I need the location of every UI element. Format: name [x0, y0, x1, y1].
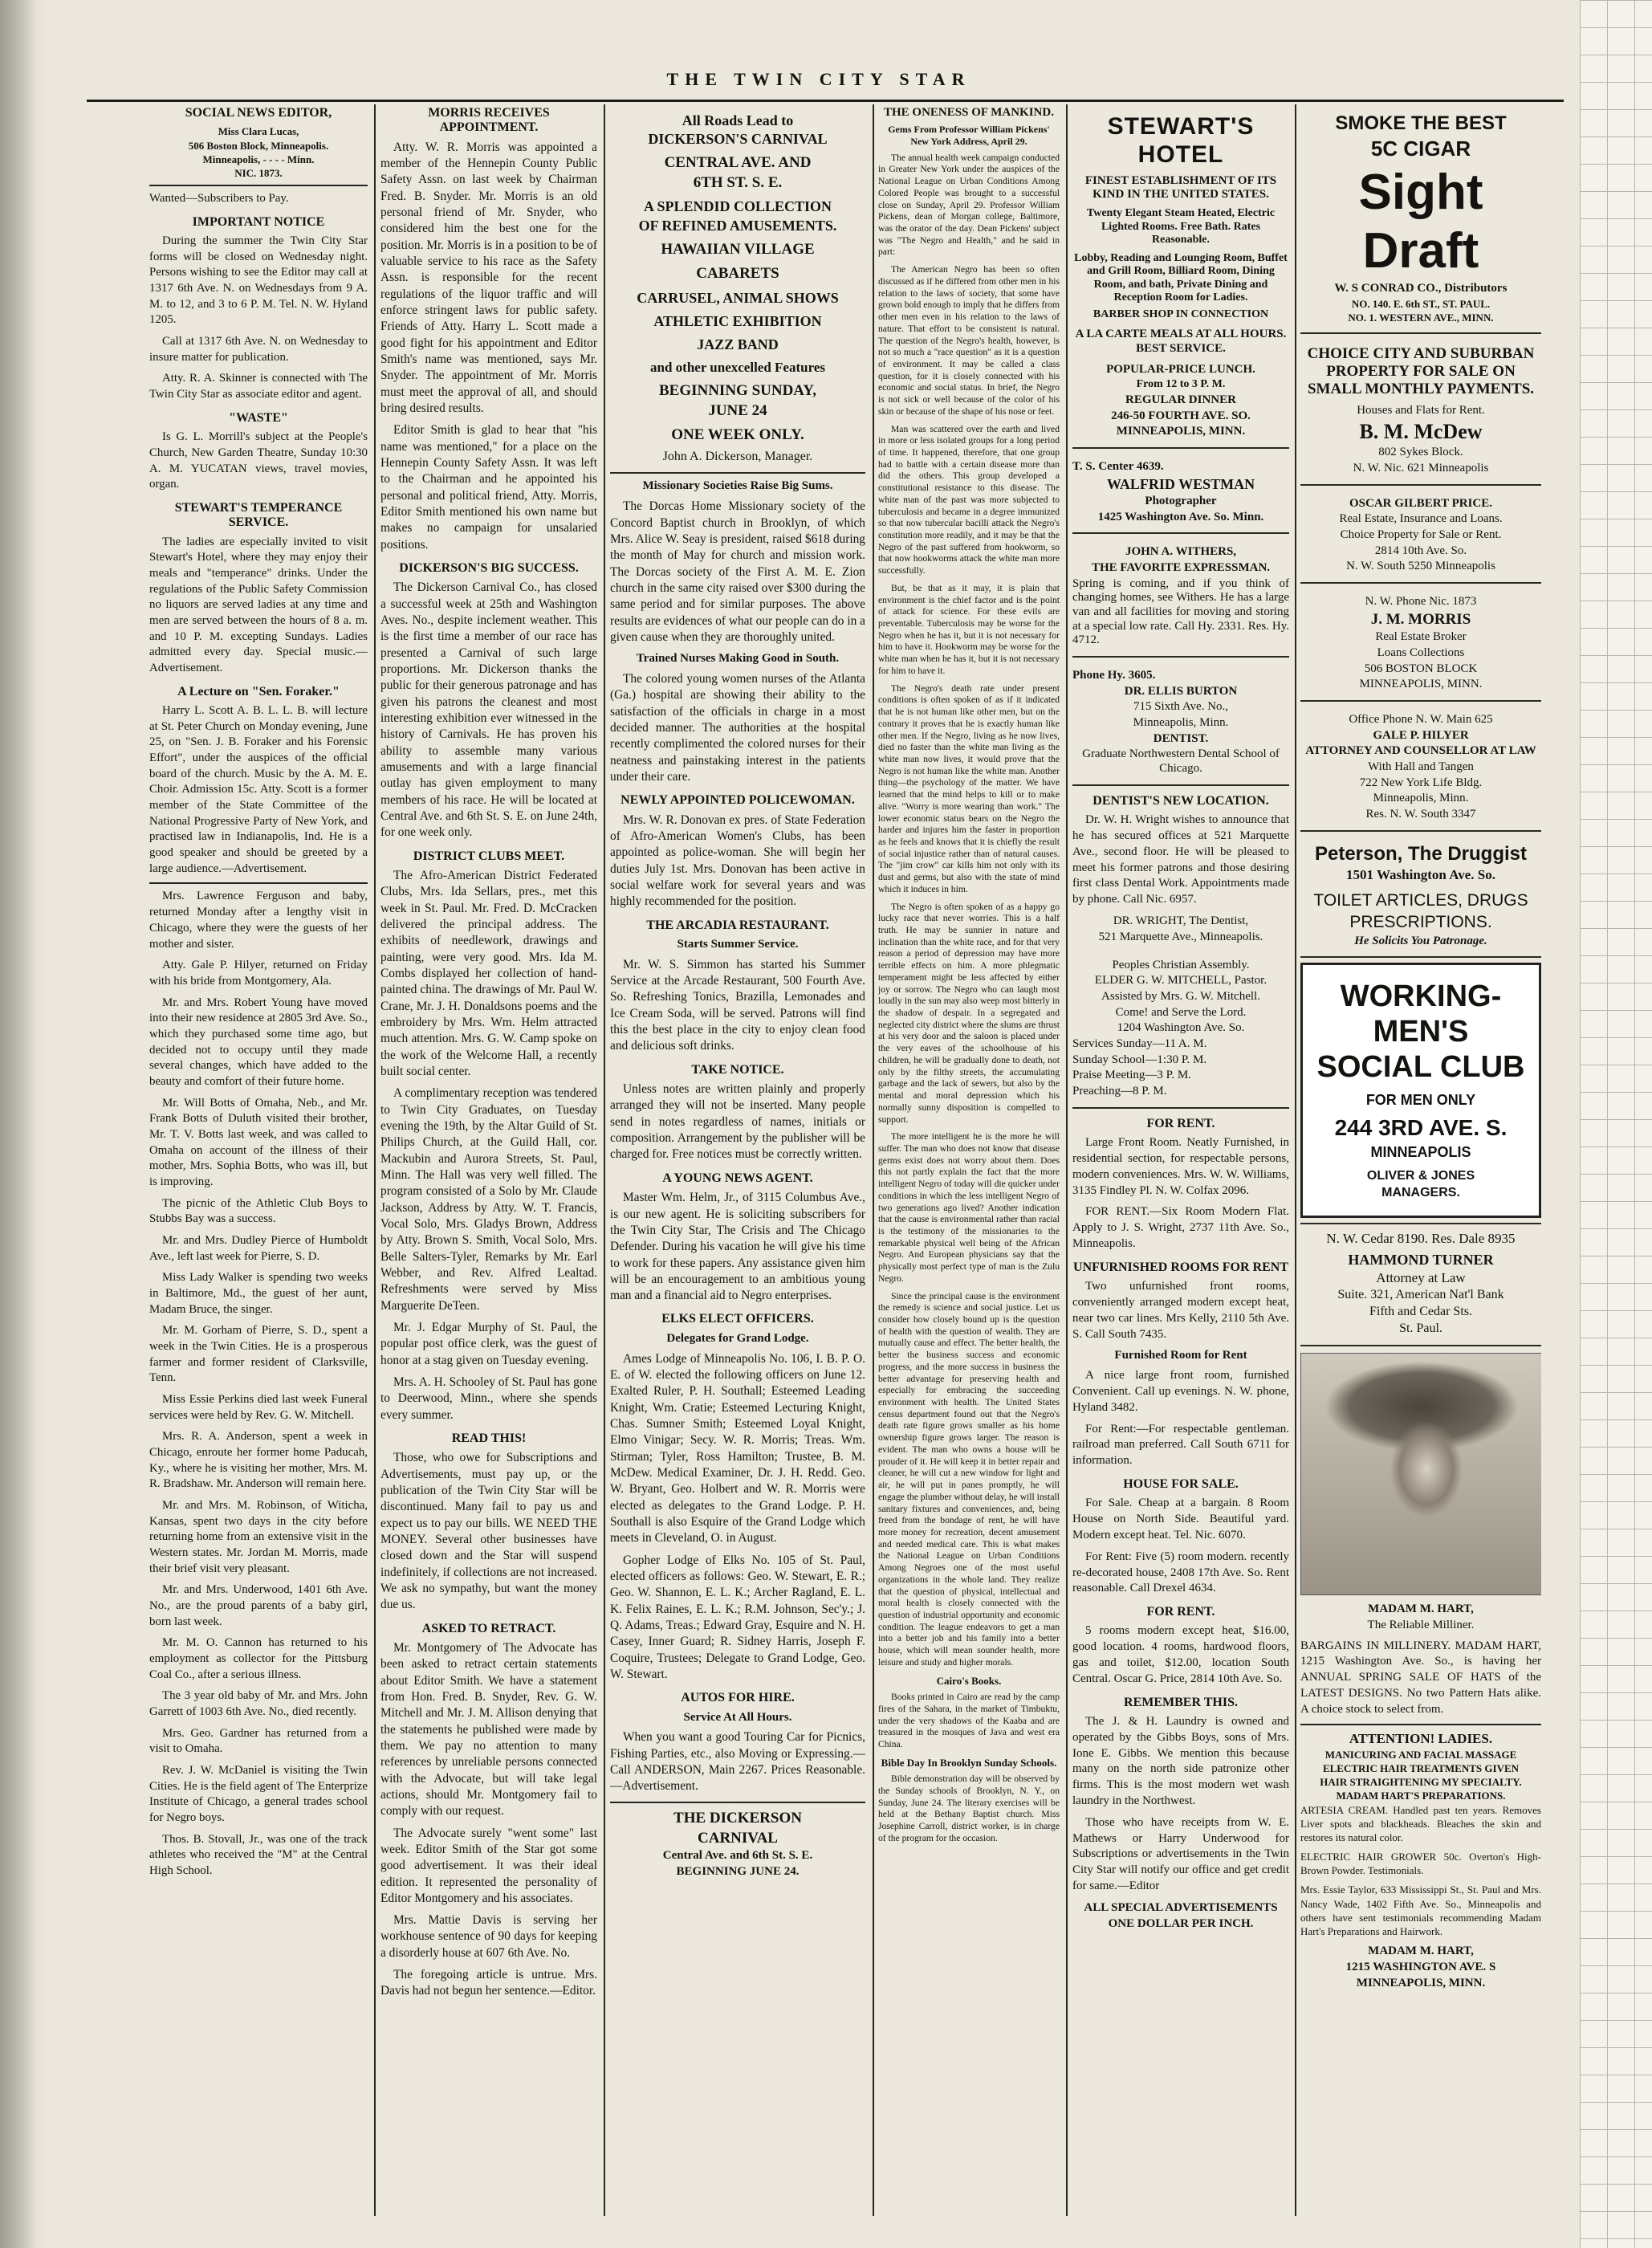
- ad-line: THE FAVORITE EXPRESSMAN.: [1091, 560, 1271, 574]
- heading-house-sale: HOUSE FOR SALE.: [1123, 1476, 1239, 1491]
- dentist-text: Dr. W. H. Wright wishes to announce that he has secured offices at 521 Marquette Ave., second floor. He will be pleased to meet his former patrons and those desiring first class Dental Work. Appointments made by phone. Call Nic. 6957.: [1072, 813, 1289, 906]
- bible-text: Bible demonstration day will be observed by the Sunday schools of Brooklyn, N. Y., on Sunday, June 24. The literary exercises will be held at the Bethany Baptist church. Miss Josephine Carroll, district worker, is in charge of the program for the occasion.: [878, 1774, 1060, 1843]
- call-text: Call at 1317 6th Ave. N. on Wednesday to insure matter for publication.: [149, 335, 368, 364]
- ad-line: BARBER SHOP IN CONNECTION: [1093, 307, 1269, 320]
- ad-title: B. M. McDew: [1359, 419, 1483, 443]
- ad-line: 5C CIGAR: [1370, 136, 1471, 161]
- personal-item: Mr. M. O. Cannon has returned to his employment as collector for the Pittsburg Coal Co., after a serious illness.: [149, 1636, 368, 1681]
- heading-oneness-sub: Gems From Professor William Pickens' New York Address, April 29.: [888, 124, 1050, 148]
- millinery-text: BARGAINS IN MILLINERY. MADAM HART, 1215 Washington Ave. So., is having her ANNUAL SPRING SALE OF HATS of the LATEST DESIGNS. No two Pattern Hats alike. A choice stock to select from.: [1300, 1639, 1541, 1716]
- read-text: Those, who owe for Subscriptions and Advertisements, must pay up, or the publication of the Twin City Star will be discontinued. Many fail to pay us and expect us to pay our bills. WE NEED THE MONEY. Several other businesses have closed down and the Star will suspend indefinitely, if collections are not increased. We ask no sympathy, but want the money due us.: [380, 1451, 597, 1612]
- ad-line: Real Estate, Insurance and Loans.: [1339, 512, 1503, 526]
- westman-ad: [1072, 454, 1289, 534]
- column-2: [380, 106, 597, 2209]
- column-4: [878, 106, 1060, 2209]
- heading-dentist: DENTIST'S NEW LOCATION.: [1093, 793, 1269, 808]
- heading-oneness: THE ONENESS OF MANKIND.: [884, 106, 1054, 119]
- ad-line: Lobby, Reading and Lounging Room, Buffet and Grill Room, Billiard Room, Dining Room, and bath, Private Dining and Reception Room for Ladies.: [1074, 251, 1288, 304]
- autos-text: When you want a good Touring Car for Picnics, Fishing Parties, etc., also Moving or Expressing.—Call ANDERSON, Main 2267. Prices Reasonable.—Advertisement.: [610, 1730, 865, 1794]
- personal-item: Mrs. R. A. Anderson, spent a week in Chicago, enroute her former home Paducah, Ky., where he is visiting her mother, Mrs. M. R. Bradshaw. Mr. Anderson will remain here.: [149, 1430, 368, 1491]
- ad-line: GALE P. HILYER: [1373, 728, 1469, 742]
- heading-unfurnished: UNFURNISHED ROOMS FOR RENT: [1072, 1260, 1288, 1274]
- carnival-footer-line: BEGINNING JUNE 24.: [676, 1864, 800, 1878]
- personal-item: Mr. and Mrs. Dudley Pierce of Humboldt Ave., left last week for Pierre, S. D.: [149, 1233, 368, 1263]
- take-text: Unless notes are written plainly and properly arranged they will not be inserted. Many people send in notes regardless of names, initials or composition. Arrangement by the publisher will be charged for. Free notices must be correctly written.: [610, 1082, 865, 1162]
- personal-item: The 3 year old baby of Mr. and Mrs. John Garrett of 1003 6th Ave. No., died recently.: [149, 1689, 368, 1719]
- column-rule: [873, 104, 874, 2216]
- murphy-text: Mr. J. Edgar Murphy of St. Paul, the popular post office clerk, was the guest of honor at a stag given on Tuesday evening.: [380, 1320, 597, 1367]
- ad-line: CENTRAL AVE. AND: [664, 154, 812, 172]
- ad-line: 246-50 FOURTH AVE. SO.: [1111, 409, 1251, 422]
- column-rule: [374, 104, 376, 2216]
- ad-line: Graduate Northwestern Dental School of Chicago.: [1082, 747, 1280, 776]
- ad-line: OF REFINED AMUSEMENTS.: [638, 217, 837, 234]
- ad-line: REGULAR DINNER: [1125, 393, 1236, 406]
- ad-line: Photographer: [1145, 494, 1217, 507]
- receipts-text: Those who have receipts from W. E. Mathews or Harry Underwood for Subscriptions or advertisements in the Twin City Star will notify our office and get credit for same.—Editor: [1072, 1815, 1289, 1893]
- ad-line: ATTORNEY AND COUNSELLOR AT LAW: [1305, 744, 1536, 758]
- ad-line: MINNEAPOLIS, MINN.: [1359, 678, 1483, 691]
- oneness-text: The annual health week campaign conducted in Greater New York under the auspices of the National League on Urban Conditions Among Colored People was brought to a successful close on Sunday, April 29. Professor William Pickens, dean of Morgan college, Baltimore, was the orator of the day. Dean Pickens' subject was "The Negro and Health," and he said in part:: [878, 152, 1060, 258]
- unfurnished-text: Two unfurnished front rooms, conveniently arranged modern except heat, near two car lines. Mrs Kelly, 2110 5th Ave. S. Call South 7435.: [1072, 1280, 1289, 1341]
- ad-line: FOR MEN ONLY: [1365, 1092, 1476, 1109]
- portrait-caption: The Reliable Milliner.: [1367, 1618, 1475, 1631]
- schooley-text: Mrs. A. H. Schooley of St. Paul has gone to Deerwood, Minn., where she spends every summer.: [380, 1374, 597, 1422]
- column-3: [610, 106, 865, 2209]
- five-room-text: For Rent: Five (5) room modern. recently re-decorated house, 2408 17th Ave. So. Rent reasonable. Call Drexel 4634.: [1072, 1550, 1289, 1595]
- elks-text: Ames Lodge of Minneapolis No. 106, I. B. P. O. E. of W. elected the following officers on June 12. Exalted Ruler, P. H. Southall; Esteemed Leading Knight, Wm. Cratie; Esteemed Lecturing Knight, Chas. Sumner Smith; Esteemed Loyal Knight, Elmo Vinigar; Secy. W. R. Morris; Treas. Wm. Stirman; Tyler, Ross Hamilton; Trustee, B. M. McDew. Medical Examiner, Dr. J. H. Redd. Geo. W. Bryant, Geo. Holbert and W. R. Morris were elected as delegates to the Grand Lodge. P. H. Southall is also Esquire of the Grand Lodge which meets in Cleveland, O. in August.: [610, 1351, 865, 1546]
- ad-line: BEGINNING SUNDAY,: [658, 382, 817, 400]
- personal-item: Atty. Gale P. Hilyer, returned on Friday with his bride from Montgomery, Ala.: [149, 959, 368, 988]
- heading-remember: REMEMBER THIS.: [1124, 1695, 1238, 1709]
- heading-for-rent-2: FOR RENT.: [1146, 1605, 1215, 1619]
- elks-text: Gopher Lodge of Elks No. 105 of St. Paul, elected officers as follows: Geo. W. Stewart, E. R.; Geo. W. Shannon, E. L. K.; Archer Ragland, E. L. K. Felix Raines, E. L. K.; R.M. Johnson, Sec'y.; J. Q. Adams, Treas.; Edward Gray, Esquire and N. H. Casey, Inner Guard; R. Sidney Harris, Joseph F. Coquire, Trustees; Delegate to Grand Lodge, Geo. W. Stewart.: [610, 1553, 865, 1681]
- ad-line: 244 3RD AVE. S.: [1334, 1115, 1508, 1141]
- retract-text: Mrs. Mattie Davis is serving her workhouse sentence of 90 days for keeping a disorderly house at 607 6th Ave. No.: [380, 1913, 597, 1960]
- heading-temperance: STEWART'S TEMPERANCE SERVICE.: [174, 500, 343, 530]
- peterson-ad: [1300, 837, 1541, 959]
- ad-line: FINEST ESTABLISHMENT OF ITS KIND IN THE UNITED STATES.: [1084, 173, 1277, 202]
- ad-line: Suite. 321, American Nat'l Bank: [1337, 1288, 1504, 1302]
- oneness-text: But, be that as it may, it is plain that environment is the chief factor and is the point of attack for science. For these evils are preventable. Tuberculosis may be worse for the Negro when he has it, but it is not necessary for him to have it. Hookworm may be worse for the white man when he has it, but it is not necessary for him to have it.: [878, 582, 1060, 676]
- heading-arcadia: THE ARCADIA RESTAURANT.: [646, 918, 829, 932]
- oneness-text: The Negro is often spoken of as a happy go lucky race that never worries. This is a half truth. He may be sunnier in nature and inclination than the white race, and for that very reason a period of depression may have more terrible effects on him. A more phlegmatic temperament might be less affected by either joy or sorrow. The Negro who can laugh most loudly in the sun may also weep most bitterly in the shadow of despair. In a segregated and neglected city district where the slums are thrust at his very door and the saloon is placed under the very eaves of the schoolhouse of his children, he will be gradually done to death, not only by the filthy streets, the accumulating garbage and the lack of sewers, but also by the mental and moral depression which his normally sunny disposition is compelled to support.: [878, 901, 1060, 1125]
- cigar-ad: [1300, 106, 1541, 334]
- heading-police: NEWLY APPOINTED POLICEWOMAN.: [621, 793, 855, 808]
- heading-missionary: Missionary Societies Raise Big Sums.: [642, 479, 833, 493]
- personal-item: Mr. Will Botts of Omaha, Neb., and Mr. Frank Botts of Duluth visited their brother, Mr. T. V. Botts last week, and was called to Omaha on account of the illness of their mother, Mrs. Sophia Botts, who was ill, but is improving.: [149, 1096, 368, 1188]
- ad-line: 1425 Washington Ave. So. Minn.: [1097, 510, 1264, 523]
- ad-line: Spring is coming, and if you think of changing homes, see Withers. He has a large van and all facilities for moving and storing at a special low rate. Call Hy. 2331. Res. Hy. 4712.: [1072, 576, 1289, 647]
- ad-line: Twenty Elegant Steam Heated, Electric Lighted Rooms. Free Bath. Rates Reasonable.: [1086, 207, 1276, 246]
- ladies-text: ARTESIA CREAM. Handled past ten years. Removes Liver spots and blackheads. Bleaches the skin and restores its natural color.: [1300, 1803, 1541, 1843]
- morris-text: Atty. W. R. Morris was appointed a member of the Hennepin County Public Safety Assn. on last week by Chairman Fred. B. Snyder. Mr. Morris is an old personal friend of Mr. Snyder, who considered him the best one for the position. Mr. Morris is in a position to be of valuable service to his race as the Safety Assn. is responsible for the recent regulations of the liquor traffic and will enforce stringent laws for public safety. Friends of Atty. Harry L. Scott made a good fight for his appointment and Editor Smith's name was mentioned, says Mr. Snyder. The appointment of Mr. Morris must meet the approval of all, and should bring desired results.: [380, 140, 597, 416]
- social-club-ad: [1300, 963, 1541, 1218]
- ad-line: NO. 140. E. 6th ST., ST. PAUL.: [1351, 297, 1491, 310]
- personal-item: The picnic of the Athletic Club Boys to Stubbs Bay was a success.: [149, 1196, 368, 1226]
- heading-take-notice: TAKE NOTICE.: [691, 1062, 784, 1077]
- ad-line: CABARETS: [696, 265, 779, 283]
- ad-line: Assisted by Mrs. G. W. Mitchell.: [1101, 989, 1260, 1003]
- carnival-footer-line: Central Ave. and 6th St. S. E.: [662, 1848, 813, 1862]
- ad-line: HAWAIIAN VILLAGE: [661, 240, 815, 258]
- column-rule: [1295, 104, 1296, 2216]
- police-text: Mrs. W. R. Donovan ex pres. of State Federation of Afro-American Women's Clubs, has been appointed as police-woman. She will begin her duties July 1st. Mrs. Donovan has been active in social welfare work for several years and was highly recommended for the position.: [610, 812, 865, 909]
- editor-line: Miss Clara Lucas,: [218, 125, 299, 138]
- ladies-line: ATTENTION! LADIES.: [1349, 1730, 1493, 1746]
- carnival-ad: [610, 106, 865, 474]
- ad-line: W. S CONRAD CO., Distributors: [1334, 282, 1508, 295]
- agent-text: Master Wm. Helm, Jr., of 3115 Columbus Ave., is our new agent. He is soliciting subscribers for the Twin City Star, The Crisis and The Chicago Defender. During his vacation he will give his time to work for these papers. Any assistance given him will be an encouragement to an ambitious young man and a financial aid to Negro enterprises.: [610, 1191, 865, 1303]
- heading-autos-sub: Service At All Hours.: [683, 1710, 792, 1724]
- missionary-text: The Dorcas Home Missionary society of the Concord Baptist church in Brooklyn, of which Mrs. Alice W. Seay is president, raised $618 during the month of May for church and mission work. The Dorcas society of the First A. M. E. Zion church in the same city raised over $300 during the same period and for similar purposes. The above results are evidences of what our people can do in a given cause when they are thoroughly united.: [610, 499, 865, 644]
- ad-line: 802 Sykes Block.: [1378, 446, 1463, 459]
- ad-line: JUNE 24: [708, 401, 767, 419]
- heading-read-this: READ THIS!: [451, 1431, 527, 1445]
- ad-line: CARRUSEL, ANIMAL SHOWS: [637, 289, 839, 306]
- ad-line: N. W. Nic. 621 Minneapolis: [1353, 461, 1489, 474]
- arcadia-text: Mr. W. S. Simmon has started his Summer Service at the Arcade Restaurant, 500 Fourth Ave. So. Refreshing Tonics, Brazilla, Lemonades and Ice Cream Soda, will be served. Patrons will find this the best place in the city to enjoy clean food and delicious soft drinks.: [610, 957, 865, 1053]
- ad-line: St. Paul.: [1399, 1322, 1442, 1336]
- ad-line: Real Estate Broker: [1375, 630, 1467, 644]
- ad-line: 2814 10th Ave. So.: [1374, 544, 1467, 557]
- ad-line: All Roads Lead to: [682, 112, 794, 128]
- ad-line: JOHN A. WITHERS,: [1125, 545, 1237, 559]
- skinner-text: Atty. R. A. Skinner is connected with The Twin City Star as associate editor and agent.: [149, 372, 368, 401]
- heading-waste: "WASTE": [229, 410, 288, 425]
- editor-line: Minneapolis, - - - - Minn.: [202, 153, 315, 165]
- heading-for-rent: FOR RENT.: [1146, 1116, 1215, 1130]
- ad-line: 715 Sixth Ave. No.,: [1133, 700, 1229, 714]
- portrait-caption: MADAM M. HART,: [1368, 1602, 1474, 1615]
- ad-line: WALFRID WESTMAN: [1106, 475, 1255, 492]
- column-1: [149, 106, 368, 2209]
- personal-item: Mr. and Mrs. Underwood, 1401 6th Ave. No., are the proud parents of a baby girl, born last week.: [149, 1583, 368, 1628]
- ad-line: NO. 1. WESTERN AVE., MINN.: [1348, 312, 1494, 324]
- column-rule: [1066, 104, 1068, 2216]
- house-text: For Sale. Cheap at a bargain. 8 Room House on North Side. Beautiful yard. Modern except heat. Tel. Nic. 6070.: [1072, 1497, 1289, 1541]
- personal-item: Mr. and Mrs. Robert Young have moved into their new residence at 2805 3rd Ave. So., which they purchased some time ago, but decided not to occupy until they made several changes, which have added to the beauty and comfort of their future home.: [149, 996, 368, 1088]
- hilyer-ad: [1300, 707, 1541, 832]
- ad-line: 722 New York Life Bldg.: [1359, 776, 1483, 789]
- column-5: [1072, 106, 1289, 2209]
- ad-line: SMOKE THE BEST: [1335, 112, 1507, 134]
- ad-title: Sight Draft: [1358, 164, 1483, 279]
- ad-line: Minneapolis, Minn.: [1373, 792, 1469, 805]
- ad-title: WORKING-MEN'S: [1340, 979, 1502, 1049]
- ad-line: He Solicits You Patronage.: [1354, 934, 1487, 947]
- heading-news-agent: A YOUNG NEWS AGENT.: [662, 1171, 813, 1185]
- retract-text: The foregoing article is untrue. Mrs. Davis had not begun her sentence.—Editor.: [380, 1968, 597, 1998]
- lecture-text: Harry L. Scott A. B. L. L. B. will lecture at St. Peter Church on Monday evening, June 25, on "Sen. J. B. Foraker and his Forensic Effort", under the auspices of the official board of the church. Music by the A. M. E. Choir. Admission 15c. Atty. Scott is a former member of the State Committee of the National Progressive Party of New York, and practised law in Indianapolis, Ind. He is a good speaker and should be greeted by a large audience.—Advertisement.: [149, 704, 368, 875]
- for-rent-text: Large Front Room. Neatly Furnished, in residential section, for respectable persons, modern conveniences. Mrs. W. W. Williams, 3135 Findley Pl. N. W. Colfax 2096.: [1072, 1136, 1289, 1197]
- ad-line: CHOICE CITY AND SUBURBAN PROPERTY FOR SALE ON SMALL MONTHLY PAYMENTS.: [1307, 344, 1535, 398]
- ad-line: POPULAR-PRICE LUNCH.: [1106, 362, 1255, 376]
- burton-ad: [1072, 662, 1289, 786]
- ladies-line: MADAM M. HART,: [1368, 1945, 1474, 1957]
- ad-line: OSCAR GILBERT PRICE.: [1349, 496, 1492, 510]
- ad-title: SOCIAL CLUB: [1316, 1049, 1525, 1084]
- rent-text: For Rent:—For respectable gentleman. railroad man preferred. Call South 6711 for information.: [1072, 1422, 1289, 1468]
- temperance-text: The ladies are especially invited to visit Stewart's Hotel, where they may enjoy their meals and "temperance" drinks. Under the regulations of the Public Safety Commission no liquors are served ladies at any time and men are served between the hours of 8 a. m. and 10 P. M. excepting Sundays. Ladies admitted every day. Special music.—Advertisement.: [149, 535, 368, 675]
- masthead: THE TWIN CITY STAR: [666, 69, 971, 89]
- ad-line: Services Sunday—11 A. M.: [1072, 1037, 1207, 1051]
- dentist-line: 521 Marquette Ave., Minneapolis.: [1098, 930, 1263, 943]
- for-rent-2-text: 5 rooms modern except heat, $16.00, good location. 4 rooms, hardwood floors, gas and toilet, $12.00, location South Central. Oscar G. Price, 2814 10th Ave. So.: [1072, 1624, 1289, 1685]
- ad-line: DENTIST.: [1153, 731, 1209, 745]
- ladies-line: 1215 WASHINGTON AVE. S: [1345, 1960, 1496, 1973]
- ladies-line: MANICURING AND FACIAL MASSAGE: [1324, 1748, 1517, 1761]
- personal-item: Mrs. Lawrence Ferguson and baby, returned Monday after a lengthy visit in Chicago, where they were the guests of her mother and sister.: [149, 890, 368, 951]
- ladies-line: MINNEAPOLIS, MINN.: [1356, 1976, 1486, 1989]
- ad-line: 1204 Washington Ave. So.: [1117, 1021, 1245, 1035]
- heading-retract: ASKED TO RETRACT.: [421, 1621, 556, 1635]
- heading-dickerson: DICKERSON'S BIG SUCCESS.: [399, 560, 579, 575]
- special-ad-line: ONE DOLLAR PER INCH.: [1108, 1916, 1254, 1930]
- milliner-portrait: [1300, 1353, 1541, 1595]
- heading-elks: ELKS ELECT OFFICERS.: [661, 1312, 814, 1326]
- ad-line: TOILET ARTICLES, DRUGS: [1313, 891, 1528, 910]
- ad-line: Minneapolis, Minn.: [1133, 716, 1229, 730]
- ad-line: MANAGERS.: [1381, 1185, 1460, 1199]
- ad-line: Res. N. W. South 3347: [1365, 808, 1476, 821]
- ad-line: Loans Collections: [1377, 645, 1465, 659]
- ad-line: Attorney at Law: [1376, 1270, 1466, 1286]
- ad-line: Office Phone N. W. Main 625: [1349, 712, 1493, 726]
- furnished-text: A nice large front room, furnished Convenient. Call up evenings. N. W. phone, Hyland 3482.: [1072, 1369, 1289, 1414]
- oneness-text: The Negro's death rate under present conditions is often spoken of as if it indicated that he is not human like other men, but on the contrary it proves that he is exactly human like other men. If the Negro, living as he now lives, died no faster than the white man living as the white man now lives, it would prove that the Negro is not human like the white man. Another thing—the psychology of the matter. We have learned that the mind helps to kill or to make alive. "Worry is more wearing than work." The lower economic status bears on the Negro the harder and injures him the faster in proportion as he feels and knows that it is chiefly the result of social injustice rather than of natural causes. The "jim crow" car kills him not only with its dust and germs, but also with the state of mind which it induces in him.: [878, 682, 1060, 894]
- ad-line: Houses and Flats for Rent.: [1357, 403, 1485, 417]
- ad-line: MINNEAPOLIS, MINN.: [1116, 425, 1246, 438]
- turner-ad: [1300, 1223, 1541, 1346]
- column-rule: [604, 104, 605, 2216]
- ad-line: ATHLETIC EXHIBITION: [653, 312, 822, 329]
- ad-line: MINNEAPOLIS: [1370, 1144, 1471, 1161]
- ad-line: JAZZ BAND: [697, 336, 779, 353]
- heading-autos: AUTOS FOR HIRE.: [681, 1691, 795, 1705]
- ladies-line: MADAM HART'S PREPARATIONS.: [1336, 1790, 1506, 1802]
- ladies-text: Mrs. Essie Taylor, 633 Mississippi St., St. Paul and Mrs. Nancy Wade, 1402 Fifth Ave. So., Minneapolis and others have sent testimonials recommending Madam Hart's Preparations and Hairwork.: [1300, 1884, 1541, 1937]
- heading-nurses: Trained Nurses Making Good in South.: [636, 652, 840, 666]
- ad-line: DICKERSON'S CARNIVAL: [648, 131, 828, 148]
- heading-cairo: Cairo's Books.: [936, 1674, 1002, 1687]
- personal-item: Rev. J. W. McDaniel is visiting the Twin Cities. He is the field agent of The Enterprize Institute of Chicago, a general trades school for Negro boys.: [149, 1764, 368, 1825]
- morris-text: Editor Smith is glad to hear that "his name was mentioned," for a place on the Hennepin County Safety Assn. It was left to the Chairman and he appointed his personal and political friend, Atty. Morris, Editor Smith mentioned his own name but makes no campaign for unsalaried positions.: [380, 423, 597, 552]
- heading-elks-sub: Delegates for Grand Lodge.: [666, 1331, 809, 1345]
- assembly-ad: [1072, 952, 1289, 1109]
- cairo-text: Books printed in Cairo are read by the camp fires of the Sahara, in the market of Timbuktu, under the very shadows of the Kaaba and are treasured in the mosques of Java and west era China.: [878, 1692, 1060, 1749]
- dickerson-text: The Dickerson Carnival Co., has closed a successful week at 25th and Washington Aves. No., despite inclement weather. This is the first time a member of our race has presented a Carnival of such large proportions. Mr. Dickerson thanks the public for their generous patronage and has given his patrons the cleanest and most interesting exhibition ever witnessed in the history of Carnivals. He has proven his ability to assemble many various amusements and with a large financial outlay has given employment to many members of his race. He will be located at Central Ave. and 6th St. S. E. on June 24th, for one week only.: [380, 580, 597, 840]
- ad-line: and other unexcelled Features: [650, 360, 825, 376]
- heading-morris: MORRIS RECEIVES APPOINTMENT.: [428, 106, 550, 135]
- carnival-footer-line: CARNIVAL: [698, 1829, 778, 1847]
- heading-lecture: A Lecture on "Sen. Foraker.": [177, 684, 340, 698]
- special-ad-line: ALL SPECIAL ADVERTISEMENTS: [1084, 1900, 1278, 1914]
- ad-title: J. M. MORRIS: [1370, 610, 1471, 628]
- carnival-footer-line: THE DICKERSON: [673, 1809, 802, 1826]
- personal-item: Mr. M. Gorham of Pierre, S. D., spent a week in the Twin Cities. He is a prosperous farmer and former resident of Clarksville, Tenn.: [149, 1324, 368, 1385]
- withers-ad: [1072, 539, 1289, 658]
- heading-bible: Bible Day In Brooklyn Sunday Schools.: [881, 1756, 1057, 1769]
- morris-ad: [1300, 588, 1541, 702]
- heading-furnished: Furnished Room for Rent: [1114, 1349, 1247, 1362]
- six-room-text: FOR RENT.—Six Room Modern Flat. Apply to J. S. Wright, 2737 11th Ave. So., Minneapolis.: [1072, 1205, 1289, 1250]
- personal-item: Thos. B. Stovall, Jr., was one of the track athletes who received the "M" at the Central High School.: [149, 1832, 368, 1878]
- ladies-line: HAIR STRAIGHTENING MY SPECIALTY.: [1320, 1776, 1522, 1789]
- heading-arcadia-sub: Starts Summer Service.: [677, 938, 799, 951]
- ad-line: Sunday School—1:30 P. M.: [1072, 1053, 1207, 1066]
- scan-grid-margin: [1580, 0, 1652, 2248]
- oneness-text: The American Negro has been so often discussed as if he differed from other men in his relation to the laws of society, that some have grown bold enough to imply that he differs from other men even in his relation to the laws of nature. That effort to be consistent is natural. The question of the Negro's health, however, is not so much a "race question" as it is a question of environment. It may be called a class question, for it is closely connected with his economic and social status. In brief, the Negro is not sick or well because of the color of his skin or because of the shape of his nose or feet.: [878, 264, 1060, 417]
- ad-line: N. W. Cedar 8190. Res. Dale 8935: [1326, 1231, 1516, 1246]
- ad-line: PRESCRIPTIONS.: [1349, 912, 1492, 931]
- ad-line: John A. Dickerson, Manager.: [662, 449, 813, 463]
- oneness-text: Man was scattered over the earth and lived in more or less isolated groups for a long period of time. It happened, therefore, that one group had to battle with a certain disease more than did the others. This group developed a constitutional resistance to this disease. The white man of the past was more subjected to tuberculosis and became in a degree immunized so that now tubercular bacilli attack the Negro's constitution more readily, and it may be that the Negro of the past suffered from hookworm, so that now hookworms attack the white man more successfully.: [878, 423, 1060, 576]
- ad-line: N. W. South 5250 Minneapolis: [1346, 560, 1495, 573]
- ladies-text: ELECTRIC HAIR GROWER 50c. Overton's High-Brown Powder. Testimonials.: [1300, 1851, 1541, 1877]
- ad-line: From 12 to 3 P. M.: [1136, 378, 1226, 391]
- clubs-text: The Afro-American District Federated Clubs, Mrs. Ida Sellars, pres., met this week in St. Paul. Mr. Fred. D. McCracken delivered the principal address. The exhibits of needlework, drawings and painting, were very good. Mrs. Ida M. Combs displayed her collection of hand-painted china. The drawings of Mr. Paul W. Crane, Mr. J. H. Donaldsons poems and the embroidery by Mrs. Wm. Helm attracted much attention. Mrs. G. W. Camp spoke on the work of the Welcome Hall, a recently built social center.: [380, 869, 597, 1078]
- retract-text: Mr. Montgomery of The Advocate has been asked to retract certain statements about Editor Smith. We have a statement from Hon. Fred. B. Snyder, Rev. G. W. Mitchell and Mr. J. M. Allison denying that the statements he published were made by them. We pay no attention to many references by unreliable persons connected with the Advocate, but will take legal actions, should Mr. Montgomery fail to comply with our request.: [380, 1640, 597, 1818]
- personal-item: Mr. and Mrs. M. Robinson, of Witicha, Kansas, spent two days in the city before returning home from an extensive visit in the Western states. Mr. Jordan M. Morris, made their brief visit very pleasant.: [149, 1499, 368, 1575]
- stewart-hotel-ad: [1072, 106, 1289, 449]
- editor-title: SOCIAL NEWS EDITOR,: [185, 106, 332, 120]
- heading-important-notice: IMPORTANT NOTICE: [192, 214, 325, 229]
- nurses-text: The colored young women nurses of the Atlanta (Ga.) hospital are showing their ability to the satisfaction of the officials in charge in a most decided manner. The authorities at the hospital recently complimented the colored nurses for their neatness and painstaking interest in the patients under their care.: [610, 671, 865, 784]
- ad-line: Fifth and Cedar Sts.: [1369, 1305, 1472, 1319]
- wanted-notice: Wanted—Subscribers to Pay.: [149, 192, 289, 206]
- retract-text: The Advocate surely "went some" last week. Editor Smith of the Star got some good advertisement. It was their ideal edition. It represented the personality of Editor Montgomery and his associates.: [380, 1826, 597, 1905]
- waste-text: Is G. L. Morrill's subject at the People's Church, New Garden Theatre, Sunday 10:30 A. M. YUCATAN views, travel movies, organ.: [149, 430, 368, 491]
- reception-text: A complimentary reception was tendered to Twin City Graduates, on Tuesday evening the 19th, by the Altar Guild of St. Philips Church, at the Guild Hall, cor. Mackubin and Aurora Streets, St. Paul, Minn. The Hall was very well filled. The program consisted of a Solo by Mr. Claude Jackson, Address by Atty. W. T. Francis, Vocal Solo, Mrs. Gladys Brown, Address by Atty. Brown S. Smith, Vocal Solo, Mrs. Belle Salters-Tyler, Remarks by Mr. Earl Webber, and Rev. Alfred Lealtad. Refreshments were served by Miss Marguerite DeTeen.: [380, 1086, 597, 1313]
- oneness-text: Since the principal cause is the environment the remedy is science and social justice. Let us consider how closely bound up is the question of health with the question of wealth. They are mutually cause and effect. The better health, the better the business success and economic progress, and the more success in business the better advantage for preserving health and especially for embracing the succeeding environment with health. The United States census department found out that the Negro's death rate figure grows smaller as his home ownership figure grows larger. The reason is evident. The man who owns a house will be prouder of it. He will keep it in better repair and cleaner, he will cut a new window for light and air, he will put in panes promptly, he will engage the plumber without delay, he will install sanitary fixtures and conveniences, and, being freed from the bondage of rent, he will have more money for recreation, decent amusement and needed medical care. This is what makes the National League on Urban Conditions Among Negroes one of the most useful organizations in the whole land. They realize that the question of physical, intellectual and moral health is closely connected with the question of industrial opportunity and economic condition. The league endeavors to get a man into a better job and his family into a better house, which will mean sounder health, more leisure and study and higher morals.: [878, 1290, 1060, 1668]
- ad-line: Praise Meeting—3 P. M.: [1072, 1069, 1191, 1082]
- ad-line: A SPLENDID COLLECTION: [643, 198, 832, 215]
- ad-title: HAMMOND TURNER: [1348, 1252, 1494, 1269]
- ad-line: Peoples Christian Assembly.: [1112, 958, 1250, 971]
- editor-line: 506 Boston Block, Minneapolis.: [188, 139, 329, 152]
- ad-line: Come! and Serve the Lord.: [1115, 1005, 1247, 1019]
- remember-text: The J. & H. Laundry is owned and operated by the Gibbs Boys, sons of Mrs. Ione E. Gibbs. We mention this because many on the north side patronize other firms. This is the most modern wet wash laundry in the Northwest.: [1072, 1715, 1289, 1808]
- column-6: [1300, 106, 1541, 2209]
- ad-line: N. W. Phone Nic. 1873: [1365, 595, 1477, 609]
- heading-clubs: DISTRICT CLUBS MEET.: [413, 849, 565, 863]
- ad-line: OLIVER & JONES: [1366, 1168, 1475, 1183]
- notice-text: During the summer the Twin City Star forms will be closed on Wednesday night. Persons wishing to see the Editor may call at 1317 6th Ave. N. on Wednesdays from 9 A. M. to 12, and 3 to 6 P. M. Tel. N. W. Hyland 1205.: [149, 234, 368, 327]
- ad-line: T. S. Center 4639.: [1072, 459, 1164, 473]
- editor-line: NIC. 1873.: [234, 166, 283, 179]
- ad-title: Peterson, The Druggist: [1314, 842, 1528, 865]
- masthead-rule: [87, 100, 1564, 102]
- oneness-text: The more intelligent he is the more he will suffer. The man who does not know that disease germs exist does not worry about them. Does this not partly explain the fact that the more intelligent Negro of today will die quicker under conditions in which the less intelligent Negro of two generations ago lived? Another indication that the cause is environmental rather than racial is the testimony of the missionaries to the remarkable physical well being of the African Negro. And European physicians say that the physically most perfect type of man is the Zulu Negro.: [878, 1131, 1060, 1284]
- ad-line: ELDER G. W. MITCHELL, Pastor.: [1094, 974, 1267, 988]
- mcdew-ad: [1300, 339, 1541, 486]
- ladies-line: ELECTRIC HAIR TREATMENTS GIVEN: [1322, 1762, 1520, 1775]
- binding-fold: [0, 0, 35, 2248]
- gilbert-ad: [1300, 491, 1541, 584]
- dentist-line: DR. WRIGHT, The Dentist,: [1113, 914, 1249, 928]
- ad-line: 506 BOSTON BLOCK: [1364, 662, 1478, 675]
- ad-line: 6TH ST. S. E.: [693, 173, 783, 191]
- ad-line: 1501 Washington Ave. So.: [1346, 867, 1495, 882]
- ad-title: STEWART'S HOTEL: [1107, 113, 1255, 169]
- personal-item: Miss Lady Walker is spending two weeks in Baltimore, Md., the guest of her aunt, Madam Bruce, the singer.: [149, 1271, 368, 1316]
- ad-line: DR. ELLIS BURTON: [1124, 684, 1238, 698]
- ad-line: ONE WEEK ONLY.: [671, 426, 804, 444]
- ad-line: A LA CARTE MEALS AT ALL HOURS. BEST SERVICE.: [1075, 328, 1287, 355]
- ad-line: With Hall and Tangen: [1368, 760, 1474, 773]
- personal-item: Mrs. Geo. Gardner has returned from a visit to Omaha.: [149, 1726, 368, 1756]
- ad-line: Choice Property for Sale or Rent.: [1340, 527, 1502, 541]
- ad-line: Phone Hy. 3605.: [1072, 669, 1156, 682]
- ad-line: Preaching—8 P. M.: [1072, 1085, 1167, 1098]
- personal-item: Miss Essie Perkins died last week Funeral services were held by Rev. G. W. Mitchell.: [149, 1392, 368, 1422]
